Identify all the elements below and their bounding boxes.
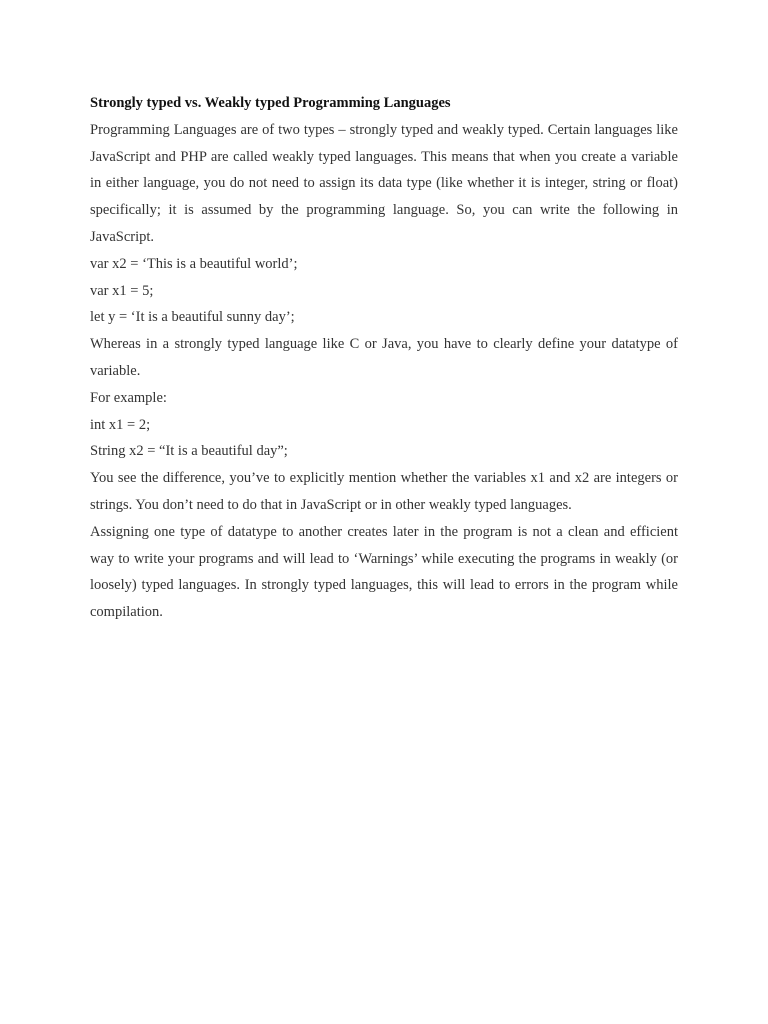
- conclusion-paragraph: Assigning one type of datatype to another creates later in the program is not a clean and efficient way to write your programs and will lead to ‘Warnings’ while executing the programs in weakly (or loosely) typed languages. In strongly typed languages, this will lead to errors in the program while compilation.: [90, 523, 678, 621]
- typed-example-line: String x2 = “It is a beautiful day”;: [90, 443, 288, 460]
- js-example-line: var x1 = 5;: [90, 282, 154, 299]
- js-example-line: var x2 = ‘This is a beautiful world’;: [90, 255, 298, 272]
- intro-paragraph: Programming Languages are of two types – strongly typed and weakly typed. Certain languages like JavaScript and PHP are called weakly typed languages. This means that when you create a variable in either language, you do not need to assign its data type (like whether it is integer, string or float) specifically; it is assumed by the programming language. So, you can write the following in JavaScript.: [90, 121, 678, 245]
- document-title: Strongly typed vs. Weakly typed Programming Languages: [90, 95, 451, 111]
- strong-typing-paragraph: Whereas in a strongly typed language like C or Java, you have to clearly define your datatype of variable.: [90, 336, 678, 379]
- for-example-label: For example:: [90, 389, 167, 406]
- typed-example-line: int x1 = 2;: [90, 416, 151, 433]
- document-page: [90, 90, 678, 626]
- js-example-line: let y = ‘It is a beautiful sunny day’;: [90, 309, 295, 326]
- difference-paragraph: You see the difference, you’ve to explicitly mention whether the variables x1 and x2 are integers or strings. You don’t need to do that in JavaScript or in other weakly typed languages.: [90, 470, 678, 513]
